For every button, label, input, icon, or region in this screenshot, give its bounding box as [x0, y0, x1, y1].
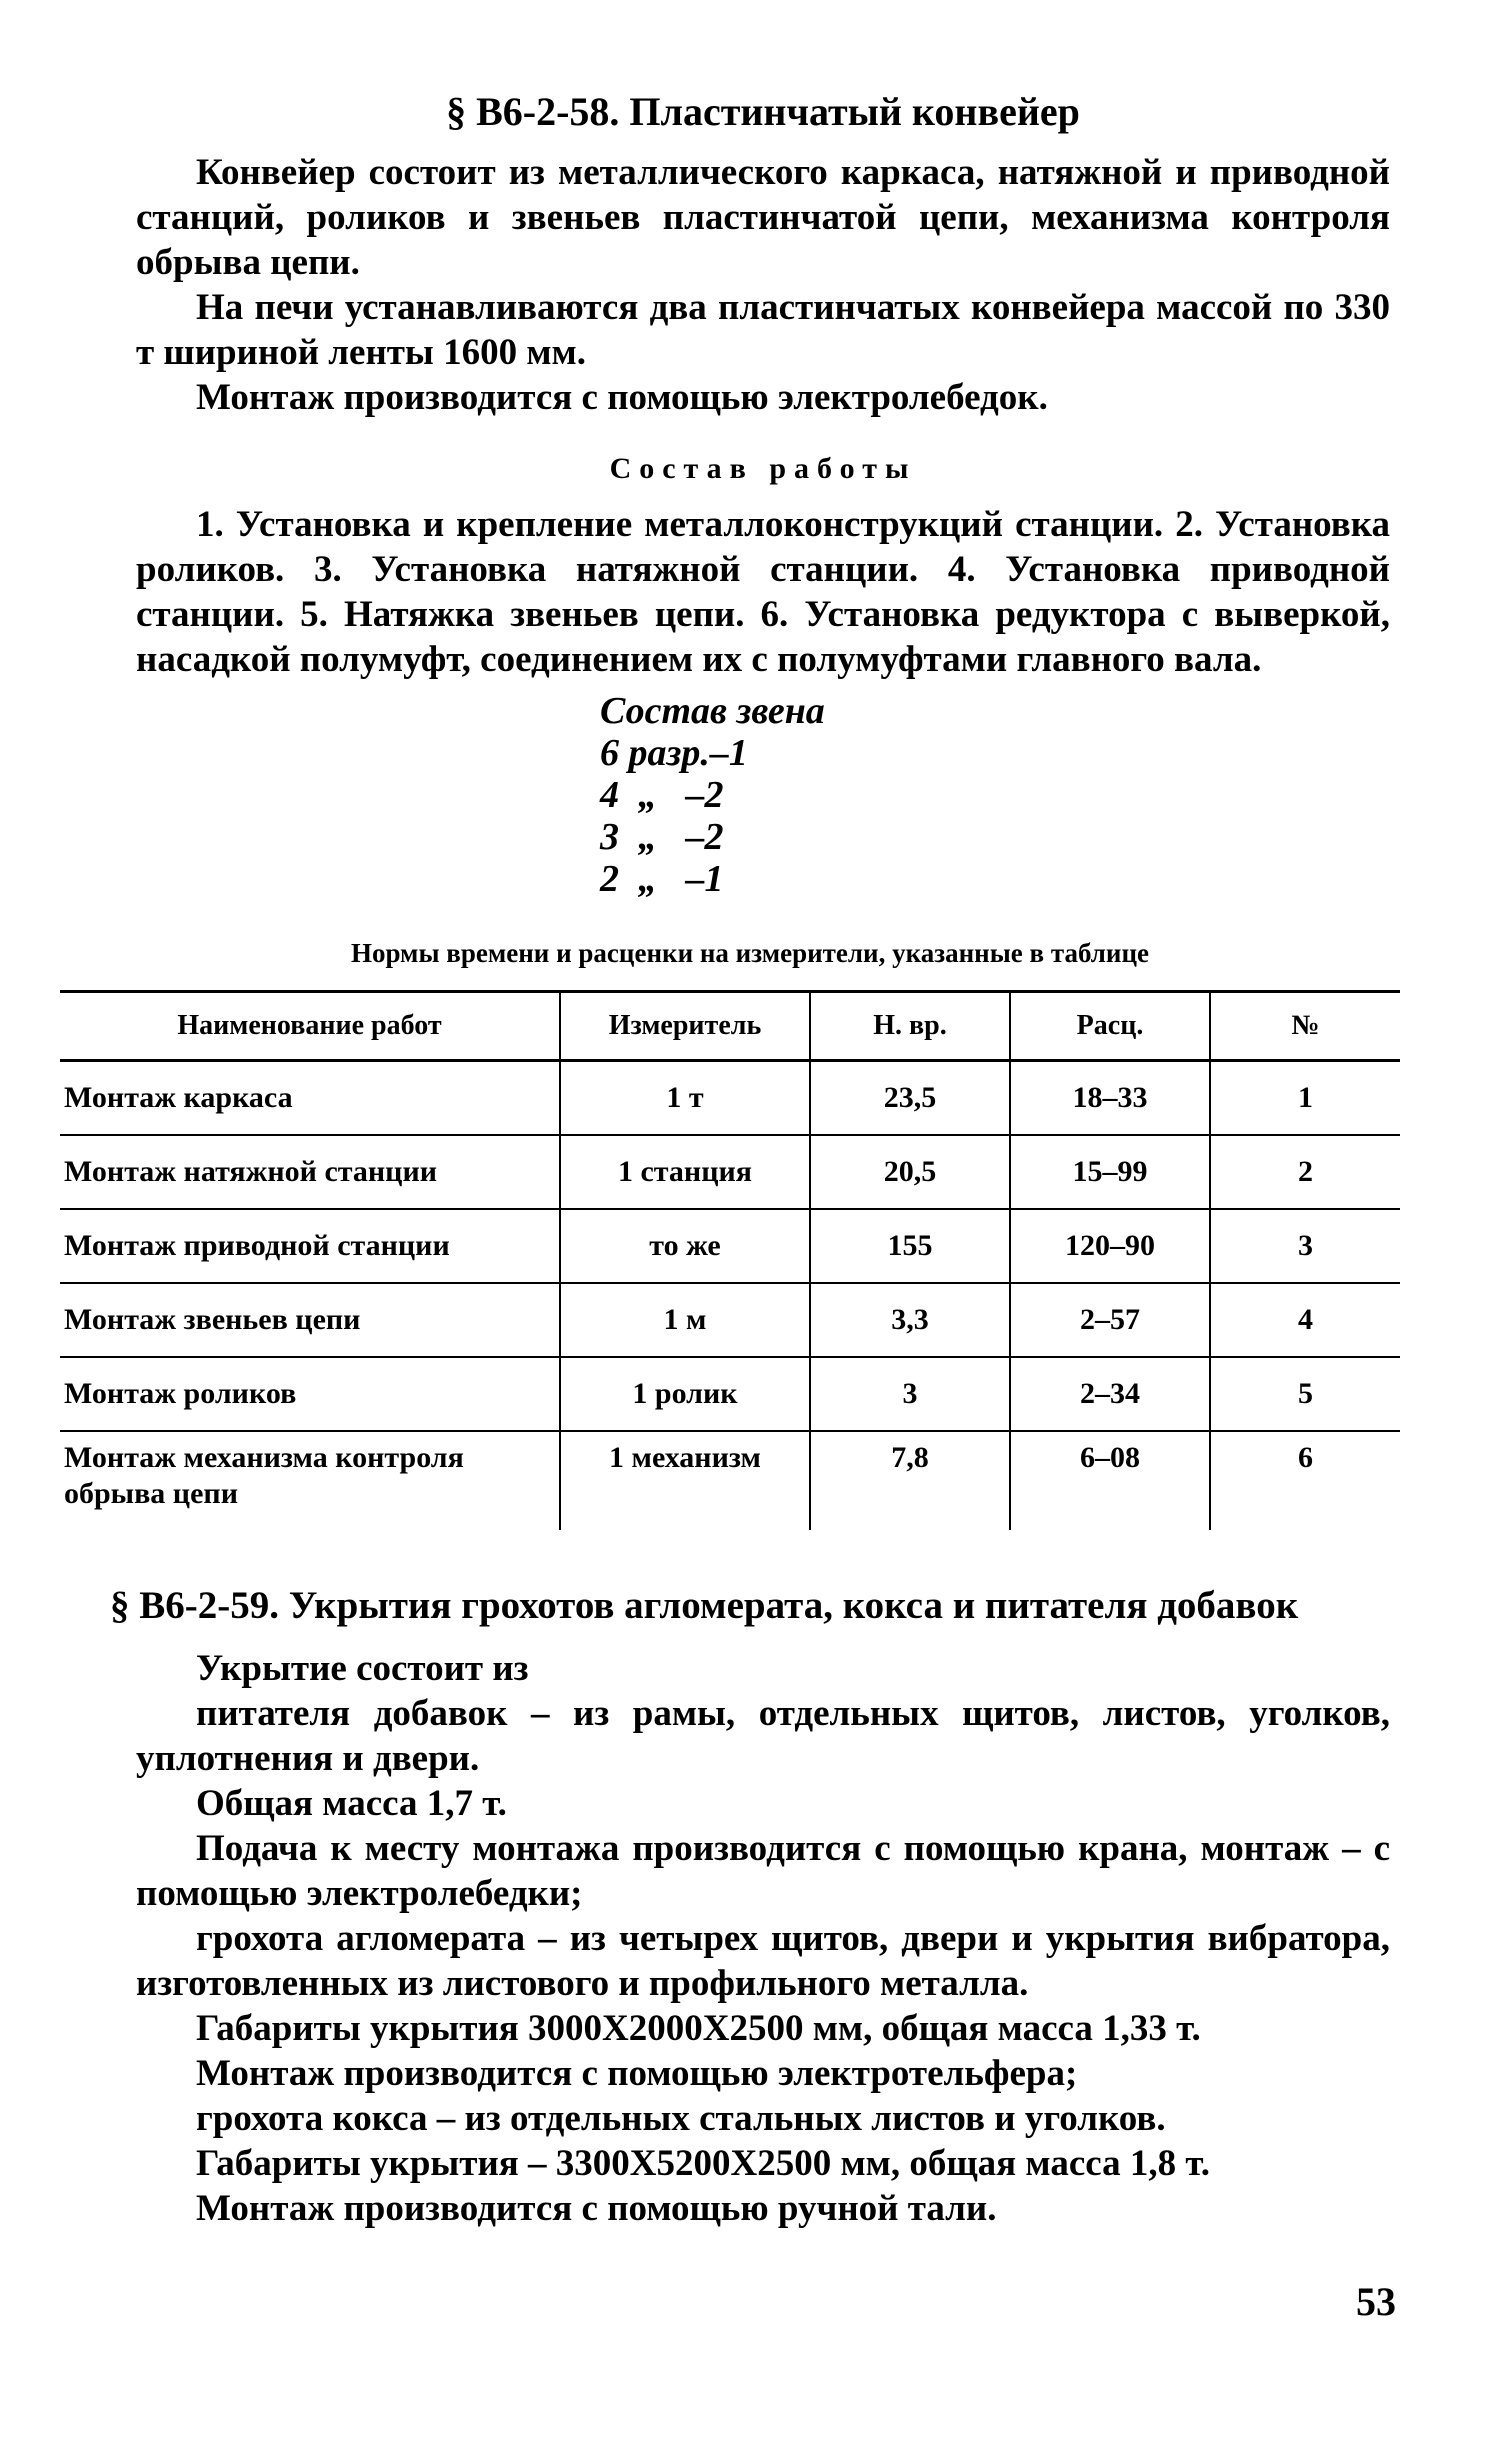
- section2-body: [136, 1646, 1390, 2231]
- unit-cell: 1 ролик: [560, 1357, 810, 1431]
- page-number: 53: [1356, 2279, 1396, 2324]
- header-cell: Наименование работ: [60, 992, 560, 1061]
- paragraph: Габариты укрытия – 3300Х5200Х2500 мм, общая масса 1,8 т.: [196, 2143, 1211, 2184]
- unit-cell: 1 механизм: [560, 1431, 810, 1530]
- work-name-cell: Монтаж механизма контроля обрыва цепи: [64, 1441, 464, 1510]
- rate-cell: 120–90: [1010, 1209, 1210, 1283]
- time-norm-cell: 23,5: [810, 1061, 1010, 1136]
- table-row: [60, 1061, 1400, 1136]
- work-name-cell: Монтаж приводной станции: [60, 1209, 560, 1283]
- paragraph: Подача к месту монтажа производится с помощью крана, монтаж – с помощью электролебедки;: [136, 1828, 1390, 1914]
- paragraph: На печи устанавливаются два пластинчатых конвейера массой по 330 т шириной ленты 1600 мм.: [136, 287, 1390, 373]
- paragraph: питателя добавок – из рамы, отдельных щитов, листов, уголков, уплотнения и двери.: [136, 1693, 1390, 1779]
- header-cell: №: [1210, 992, 1400, 1061]
- header-cell: Измеритель: [560, 992, 810, 1061]
- table-caption: Нормы времени и расценки на измерители, указанные в таблице: [350, 938, 1150, 968]
- crew-line: 3 „ –2: [600, 816, 724, 858]
- paragraph: Монтаж производится с помощью электротельфера;: [196, 2053, 1078, 2094]
- number-cell: 3: [1210, 1209, 1400, 1283]
- unit-cell: 1 т: [560, 1061, 810, 1136]
- unit-cell: 1 станция: [560, 1135, 810, 1209]
- rate-cell: 6–08: [1010, 1431, 1210, 1530]
- table-row: [60, 1135, 1400, 1209]
- work-name-cell: Монтаж натяжной станции: [60, 1135, 560, 1209]
- time-norm-cell: 155: [810, 1209, 1010, 1283]
- crew-line: 4 „ –2: [600, 774, 724, 816]
- time-norm-cell: 7,8: [810, 1431, 1010, 1530]
- norms-table: [60, 990, 1400, 1530]
- number-cell: 2: [1210, 1135, 1400, 1209]
- work-name-cell: Монтаж звеньев цепи: [60, 1283, 560, 1357]
- paragraph: грохота агломерата – из четырех щитов, двери и укрытия вибратора, изготовленных из листового и профильного металла.: [136, 1918, 1390, 2004]
- rate-cell: 2–57: [1010, 1283, 1210, 1357]
- paragraph: Габариты укрытия 3000Х2000Х2500 мм, общая масса 1,33 т.: [196, 2008, 1201, 2049]
- work-composition: [136, 502, 1390, 682]
- time-norm-cell: 3,3: [810, 1283, 1010, 1357]
- paragraph: Общая масса 1,7 т.: [196, 1783, 507, 1824]
- section1-intro: [136, 150, 1390, 420]
- table-row: [60, 1209, 1400, 1283]
- unit-cell: то же: [560, 1209, 810, 1283]
- number-cell: 6: [1210, 1431, 1400, 1530]
- table-row: [60, 1283, 1400, 1357]
- number-cell: 5: [1210, 1357, 1400, 1431]
- time-norm-cell: 20,5: [810, 1135, 1010, 1209]
- table-row: [60, 1357, 1400, 1431]
- section-title-b6-2-58: § В6-2-58. Пластинчатый конвейер: [446, 89, 1080, 134]
- work-heading: Состав работы: [609, 452, 917, 485]
- paragraph: Монтаж производится с помощью электролебедок.: [196, 377, 1048, 418]
- number-cell: 1: [1210, 1061, 1400, 1136]
- rate-cell: 2–34: [1010, 1357, 1210, 1431]
- time-norm-cell: 3: [810, 1357, 1010, 1431]
- work-name-cell: Монтаж роликов: [60, 1357, 560, 1431]
- paragraph: Укрытие состоит из: [196, 1648, 529, 1689]
- paragraph: Конвейер состоит из металлического каркаса, натяжной и приводной станций, роликов и звеньев пластинчатой цепи, механизма контроля обрыва цепи.: [136, 152, 1390, 283]
- rate-cell: 15–99: [1010, 1135, 1210, 1209]
- work-text: 1. Установка и крепление металлоконструкций станции. 2. Установка роликов. 3. Установка натяжной станции. 4. Установка приводной станции. 5. Натяжка звеньев цепи. 6. Установка редуктора с выверкой, насадкой полумуфт, соединением их с полумуфтами главного вала.: [136, 504, 1390, 680]
- section-title-b6-2-59: § В6-2-59. Укрытия грохотов агломерата, кокса и питателя добавок: [110, 1584, 1299, 1627]
- crew-line: 2 „ –1: [600, 858, 724, 900]
- number-cell: 4: [1210, 1283, 1400, 1357]
- header-cell: Расц.: [1010, 992, 1210, 1061]
- rate-cell: 18–33: [1010, 1061, 1210, 1136]
- table-row: [60, 1431, 1400, 1530]
- header-cell: Н. вр.: [810, 992, 1010, 1061]
- work-name-cell: Монтаж каркаса: [60, 1061, 560, 1136]
- paragraph: Монтаж производится с помощью ручной тали.: [196, 2188, 997, 2229]
- table-header-row: [60, 992, 1400, 1061]
- unit-cell: 1 м: [560, 1283, 810, 1357]
- paragraph: грохота кокса – из отдельных стальных листов и уголков.: [196, 2098, 1166, 2139]
- crew-title: Состав звена: [600, 690, 825, 732]
- crew-composition: [600, 690, 960, 900]
- crew-line: 6 разр.–1: [600, 732, 748, 774]
